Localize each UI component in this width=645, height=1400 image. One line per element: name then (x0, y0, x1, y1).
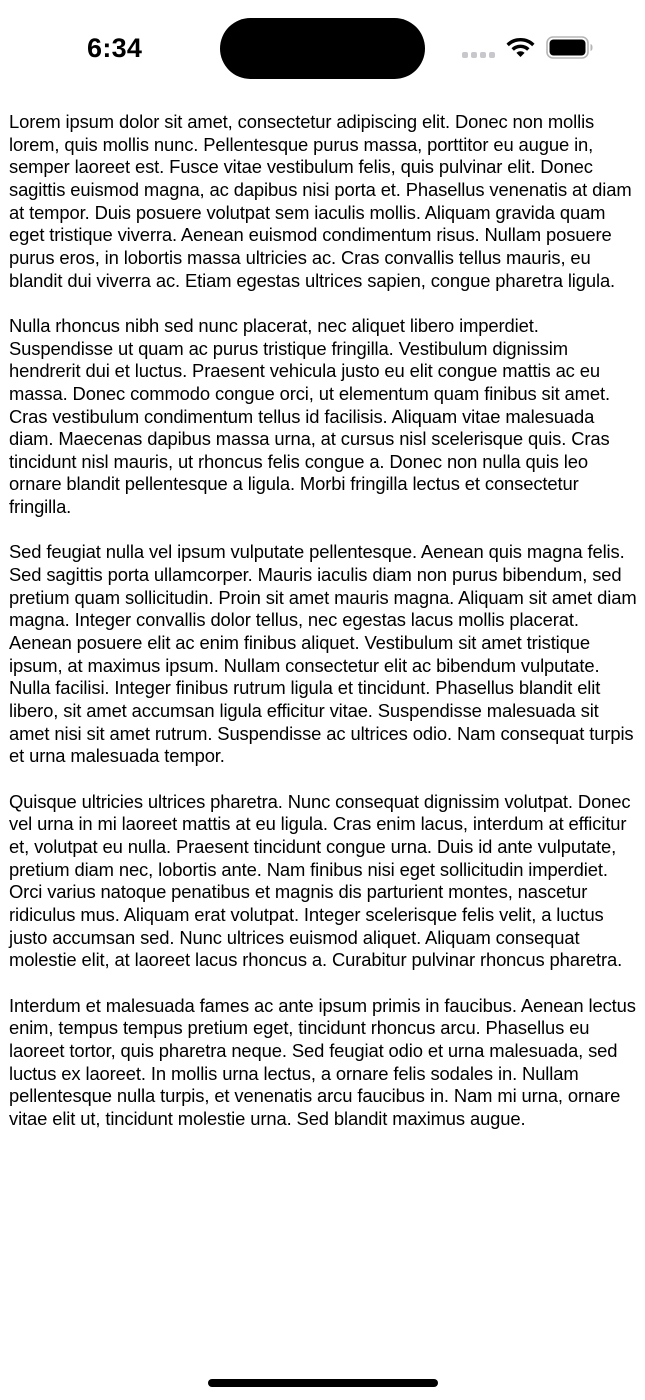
cellular-signal-icon (462, 49, 496, 59)
paragraph: Interdum et malesuada fames ac ante ipsum primis in faucibus. Aenean lectus enim, tempus tempus pretium eget, tincidunt rhoncus arcu. Phasellus eu laoreet tortor, quis pharetra neque. Sed feugiat odio et urna malesuada, sed luctus ex laoreet. In mollis urna lectus, a ornare felis sodales in. Nullam pellentesque nulla turpis, et venenatis arcu faucibus in. Nam mi urna, ornare vitae elit ut, tincidunt molestie urna. Sed blandit maximus augue. (9, 994, 636, 1129)
document-body (9, 111, 639, 1153)
wifi-icon (505, 34, 536, 58)
paragraph: Lorem ipsum dolor sit amet, consectetur adipiscing elit. Donec non mollis lorem, quis mollis nunc. Pellentesque purus massa, porttitor eu augue in, semper laoreet est. Fusce vitae vestibulum felis, quis pulvinar elit. Donec sagittis euismod magna, ac dapibus nisi porta et. Phasellus venenatis at diam at tempor. Duis posuere volutpat sem iaculis mollis. Aliquam gravida quam eget tristique viverra. Aenean euismod condimentum risus. Nullam posuere purus eros, in lobortis massa ultricies ac. Cras convallis tellus mauris, eu blandit dui viverra ac. Etiam egestas ultrices sapien, congue pharetra ligula. (9, 111, 632, 291)
paragraph: Nulla rhoncus nibh sed nunc placerat, nec aliquet libero imperdiet. Suspendisse ut quam ac purus tristique fringilla. Vestibulum dignissim hendrerit dui et luctus. Praesent vehicula justo eu elit congue mattis ac eu massa. Donec commodo congue orci, ut elementum quam finibus sit amet. Cras vestibulum condimentum tellus id facilisis. Aliquam vitae malesuada diam. Maecenas dapibus massa urna, at cursus nisl scelerisque quis. Cras tincidunt nisl mauris, ut rhoncus felis congue a. Donec non nulla quis leo ornare blandit pellentesque a ligula. Morbi fringilla lectus et consectetur fringilla. (9, 314, 610, 518)
paragraph: Quisque ultricies ultrices pharetra. Nunc consequat dignissim volutpat. Donec vel urna in mi laoreet mattis at eu ligula. Cras enim lacus, interdum at efficitur et, volutpat eu nulla. Praesent tincidunt congue urna. Duis id ante vulputate, pretium diam nec, lobortis ante. Nam finibus nisi eget sollicitudin imperdiet. Orci varius natoque penatibus et magnis dis parturient montes, nascetur ridiculus mus. Aliquam erat volutpat. Integer scelerisque felis velit, a luctus justo accumsan sed. Nunc ultrices euismod aliquet. Aliquam consequat molestie elit, at laoreet lacus rhoncus a. Curabitur pulvinar rhoncus pharetra. (9, 790, 631, 971)
status-time: 6:34 (87, 33, 143, 63)
dynamic-island (220, 18, 425, 79)
paragraph: Sed feugiat nulla vel ipsum vulputate pellentesque. Aenean quis magna felis. Sed sagittis porta ullamcorper. Mauris iaculis diam non purus bibendum, sed pretium quam sollicitudin. Proin sit amet mauris magna. Aliquam sit amet diam magna. Integer convallis dolor tellus, nec egestas lacus mollis placerat. Aenean posuere elit ac enim finibus aliquet. Vestibulum sit amet tristique ipsum, at maximus ipsum. Nullam consectetur elit ac bibendum vulputate. Nulla facilisi. Integer finibus rutrum ligula et tincidunt. Phasellus blandit elit libero, sit amet accumsan ligula efficitur vitae. Suspendisse malesuada sit amet nisi sit amet rutrum. Suspendisse ac ultrices odio. Nam consequat turpis et urna malesuada tempor. (9, 541, 637, 767)
battery-icon (546, 36, 594, 59)
home-indicator[interactable] (208, 1379, 438, 1387)
status-bar (0, 0, 645, 96)
